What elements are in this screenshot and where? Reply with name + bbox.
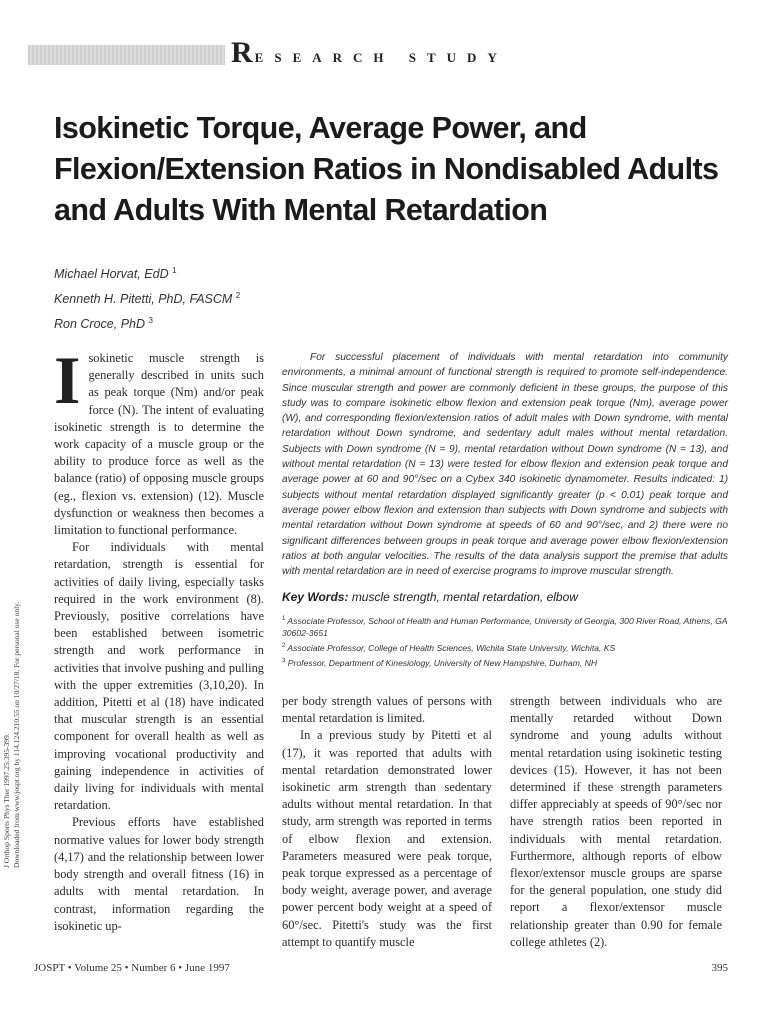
abstract — [282, 350, 728, 579]
section-initial: R — [231, 36, 255, 69]
body-column-1 — [54, 342, 264, 935]
author-name: Kenneth H. Pitetti, PhD, FASCM — [54, 292, 233, 307]
abstract-text: For successful placement of individuals with mental retardation into community environments, a minimal amount of functional strength is required to promote self-independence. Since muscular strength and power are commonly deficient in these groups, the purpose of this study was to compare isokinetic elbow flexion and extension peak torque (Nm), average power (W), and corresponding flexion/extension ratios of adult males with Down syndrome, with mental retardation without Down syndrome, and sedentary adult males without mental retardation. Subjects with Down syndrome (N = 9), mental retardation without Down syndrome (N = 13), and without mental retardation (N = 13) were tested for elbow flexion and extension peak torque and average power at 60 and 90°/sec on a Cybex 340 isokinetic dynamometer. Results indicated: 1) subjects without mental retardation displayed significantly greater (p < 0.01) peak torque and average power elbow flexion and extension than subjects with Down syndrome and subjects with mental retardation without Down syndrome at speeds of 60 and 90°/sec, and 2) there were no significant differences between groups in peak torque and average power elbow flexion/extension ratios at both angular velocities. The results of the data analysis support the premise that adults with mental retardation are in need of exercise programs to improve muscular strength. — [282, 352, 728, 578]
article-title: Isokinetic Torque, Average Power, and Flexion/Extension Ratios in Nondisabled Adults and Adults With Mental Retardation — [54, 111, 719, 227]
section-rest: ESEARCH STUDY — [254, 50, 508, 65]
page-number: 395 — [711, 962, 728, 974]
paragraph-text: sokinetic muscle strength is generally described in units such as peak torque (Nm) and/or peak force (N). The intent of evaluating isokinetic strength is to determine the work capacity of a muscle group or the ability to produce force as well as the balance (ratio) of opposing muscle groups (eg., flexion vs. extension) (12). Muscle dysfunction or weakness then becomes a limitation to functional performance. — [54, 351, 264, 538]
affiliation-sup: 3 — [282, 657, 286, 664]
author-sup: 2 — [235, 291, 241, 301]
author — [54, 285, 454, 310]
keywords-value: muscle strength, mental retardation, elbow — [351, 590, 578, 604]
paragraph: per body strength values of persons with mental retardation is limited. — [282, 694, 492, 726]
affiliation-text: Associate Professor, College of Health Sciences, Wichita State University, Wichita, KS — [287, 642, 616, 653]
affiliation — [282, 613, 728, 640]
drop-cap: I — [54, 342, 81, 418]
download-note — [2, 428, 32, 868]
affiliation-text: Associate Professor, School of Health and Human Performance, University of Georgia, 300 River Road, Athens, GA 30602-3651 — [282, 615, 728, 639]
body-column-2 — [282, 693, 492, 951]
affiliation-sup: 2 — [282, 643, 286, 650]
paragraph: In a previous study by Pitetti et al (17), it was reported that adults with mental retardation demonstrated lower isokinetic arm strength than sedentary adults without mental retardation. In that study, arm strength was reported in terms of elbow flexion and extension. Parameters measured were peak torque, peak torque expressed as a percentage of body weight, average power, and average power percent body weight at a speed of 60°/sec. Pitetti's study was the first attempt to quantify muscle — [282, 728, 492, 949]
keywords-label: Key Words: — [282, 590, 349, 604]
body-column-3 — [510, 693, 722, 951]
section-label — [225, 36, 768, 69]
paragraph: Previous efforts have established normative values for lower body strength (4,17) and the relationship between lower body strength and overall fitness (16) in adults with mental retardation. In contrast, information regarding the isokinetic up- — [54, 815, 264, 933]
author-sup: 3 — [148, 316, 153, 326]
affiliation-sup: 1 — [282, 616, 286, 622]
affiliation-text: Professor, Department of Kinesiology, University of New Hampshire, Durham, NH — [287, 657, 598, 668]
journal-footer: JOSPT • Volume 25 • Number 6 • June 1997 — [34, 962, 230, 974]
paragraph — [54, 342, 264, 539]
affiliations — [282, 613, 728, 669]
download-line: Downloaded from www.jospt.org by 114.124.210.55 on 10/27/18. For personal use only. — [12, 601, 21, 868]
keywords — [282, 590, 728, 604]
author-name: Ron Croce, PhD — [54, 317, 146, 332]
paragraph: strength between individuals who are mentally retarded without Down syndrome and young adults without mental retardation using isokinetic testing devices (15). However, it has not been determined if these strength parameters differ appreciably at speeds of 90°/sec nor have strength ratios been reported in individuals with mental retardation. Furthermore, although reports of elbow flexor/extensor muscle groups are sparse for the general population, one study did report a flexor/extensor muscle relationship greater than 0.90 for female college athletes (2). — [510, 694, 722, 949]
citation-line: J Orthop Sports Phys Ther 1997.25:395-399. — [2, 733, 11, 868]
affiliation — [282, 640, 728, 654]
paragraph: For individuals with mental retardation, strength is essential for activities of daily living, especially tasks required in the work environment (8). Previously, positive correlations have been established between isometric strength and work performance in activities that involve pushing and pulling with the upper extremities (3,10,20). In addition, Pitetti et al (18) have indicated that muscular strength is an essential component for overall health as well as improving vocational productivity and gaining independence in activities of daily living for individuals with mental retardation. — [54, 540, 264, 813]
author-list — [54, 260, 454, 335]
author-name: Michael Horvat, EdD — [54, 267, 169, 282]
author-sup: 1 — [172, 266, 177, 275]
author — [54, 260, 454, 285]
author — [54, 310, 454, 335]
affiliation — [282, 655, 728, 669]
